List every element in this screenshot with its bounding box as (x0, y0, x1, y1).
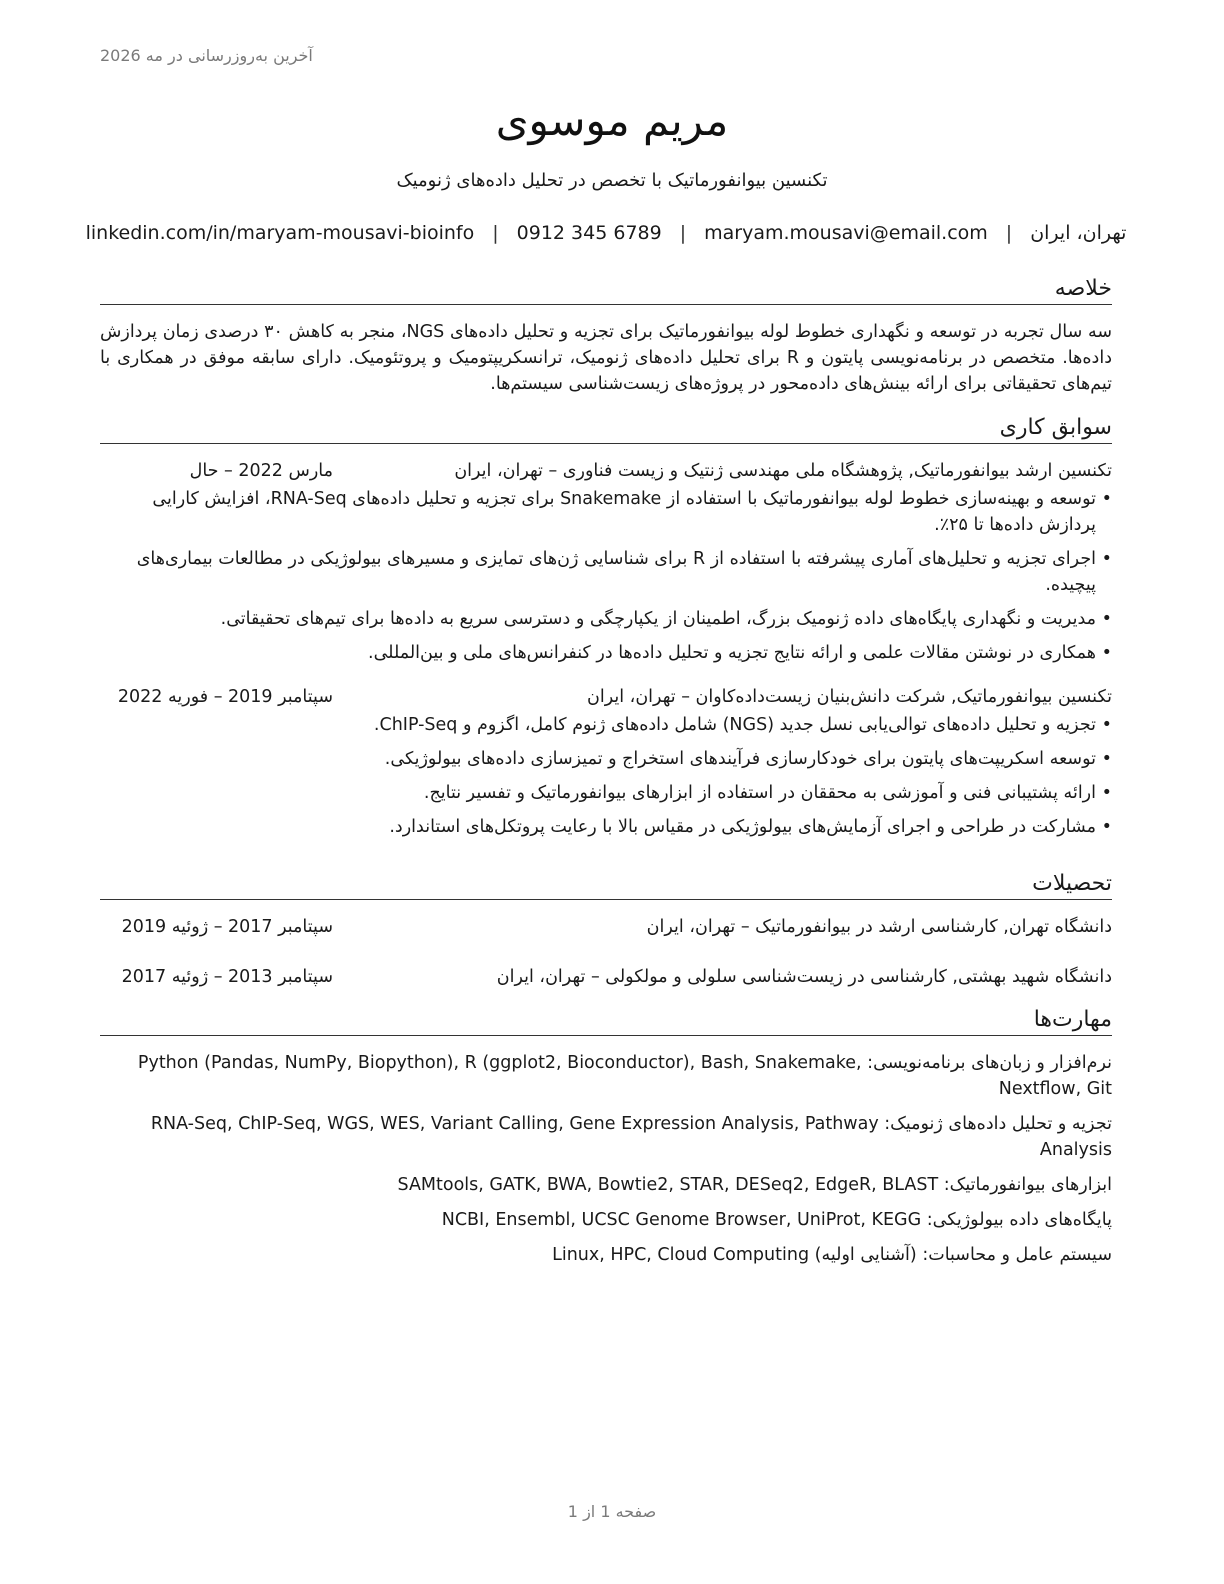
candidate-tagline: تکنسین بیوانفورماتیک با تخصص در تحلیل داده‌های ژنومیک (396, 170, 828, 191)
job-bullet: • اجرای تجزیه و تحلیل‌های آماری پیشرفته با استفاده از R برای شناسایی ژن‌های تمایزی و مسیرهای بیولوژیکی در مطالعات بیماری‌های پیچیده. (100, 546, 1112, 598)
section-heading-experience: سوابق کاری (100, 415, 1112, 444)
skill-label: ابزارهای بیوانفورماتیک: (943, 1175, 1112, 1195)
skill-row (100, 1172, 1112, 1198)
job-title: تکنسین ارشد بیوانفورماتیک, پژوهشگاه ملی مهندسی ژنتیک و زیست فناوری – تهران، ایران (454, 461, 1112, 481)
job-header (100, 458, 1112, 484)
job-spacer (333, 684, 587, 710)
job-title: تکنسین بیوانفورماتیک, شرکت دانش‌بنیان زیست‌داده‌کاوان – تهران، ایران (587, 687, 1112, 707)
summary-text: سه سال تجربه در توسعه و نگهداری خطوط لوله بیوانفورماتیک برای تجزیه و تحلیل داده‌های NGS، منجر به کاهش ۳۰ درصدی زمان پردازش داده‌ها. متخصص در برنامه‌نویسی پایتون و R برای تحلیل داده‌های ژنومیک، ترانسکریپتومیک و پروتئومیک. دارای سابقه موفق در همکاری با تیم‌های تحقیقاتی برای ارائه بینش‌های داده‌محور در پروژه‌های زیست‌شناسی سیستم‌ها. (100, 322, 1112, 394)
contact-linkedin[interactable]: linkedin.com/in/maryam-mousavi-bioinfo (85, 222, 475, 244)
skills-list (100, 1050, 1112, 1268)
section-heading-education: تحصیلات (100, 871, 1112, 900)
job-bullet: • ارائه پشتیبانی فنی و آموزشی به محققان در استفاده از ابزارهای بیوانفورماتیک و تفسیر نتایج. (100, 780, 1112, 806)
contact-separator: | (679, 222, 687, 244)
skill-value: Python (Pandas, NumPy, Biopython), R (ggplot2, Bioconductor), Bash, Snakemake, Nextflow, Git (137, 1053, 1112, 1099)
skill-label: سیستم عامل و محاسبات: (922, 1245, 1112, 1265)
job-spacer (333, 458, 454, 484)
job-bullets (100, 712, 1112, 840)
page-number: صفحه 1 از 1 (567, 1502, 657, 1521)
job-bullet: • مشارکت در طراحی و اجرای آزمایش‌های بیولوژیکی در مقیاس بالا با رعایت پروتکل‌های استاندارد. (100, 814, 1112, 840)
job-bullet: • همکاری در نوشتن مقالات علمی و ارائه نتایج تجزیه و تحلیل داده‌ها در کنفرانس‌های ملی و بین‌المللی. (100, 640, 1112, 666)
education-degree: دانشگاه شهید بهشتی, کارشناسی در زیست‌شناسی سلولی و مولکولی – تهران، ایران (496, 967, 1112, 987)
skill-value: NCBI, Ensembl, UCSC Genome Browser, UniProt, KEGG (441, 1210, 922, 1230)
skills-section (100, 1007, 1112, 1277)
job-bullet: • تجزیه و تحلیل داده‌های توالی‌یابی نسل جدید (NGS) شامل داده‌های ژنوم کامل، اگزوم و ChIP-Seq. (100, 712, 1112, 738)
candidate-name: مریم موسوی (495, 96, 729, 145)
job-header (100, 684, 1112, 710)
contact-email[interactable]: maryam.mousavi@email.com (704, 222, 988, 244)
skill-row (100, 1111, 1112, 1163)
education-dates: سپتامبر 2017 – ژوئیه 2019 (121, 917, 333, 937)
contact-separator: | (492, 222, 499, 244)
contact-phone[interactable]: 0912 345 6789 (516, 222, 662, 244)
skill-row (100, 1242, 1112, 1268)
skill-value: Linux, HPC, Cloud Computing (آشنایی اولیه) (552, 1245, 917, 1265)
contact-separator: | (1005, 222, 1013, 244)
skill-value: RNA-Seq, ChIP-Seq, WGS, WES, Variant Calling, Gene Expression Analysis, Pathway Analysis (150, 1114, 1112, 1160)
skill-label: تجزیه و تحلیل داده‌های ژنومیک: (884, 1114, 1112, 1134)
skill-value: SAMtools, GATK, BWA, Bowtie2, STAR, DESeq2, EdgeR, BLAST (397, 1175, 939, 1195)
job-bullet: • مدیریت و نگهداری پایگاه‌های داده ژنومیک بزرگ، اطمینان از یکپارچگی و دسترسی سریع به داده‌ها برای تیم‌های تحقیقاتی. (100, 606, 1112, 632)
skill-label: پایگاه‌های داده بیولوژیکی: (926, 1210, 1112, 1230)
job-entry (100, 458, 1112, 666)
education-entry (100, 964, 1112, 990)
job-entry (100, 684, 1112, 840)
experience-section (100, 415, 1112, 848)
contact-bar (85, 222, 1127, 244)
skill-label: نرم‌افزار و زبان‌های برنامه‌نویسی: (867, 1053, 1112, 1073)
job-dates: مارس 2022 – حال (189, 461, 333, 481)
section-heading-summary: خلاصه (100, 276, 1112, 305)
last-updated-note: آخرین به‌روزرسانی در مه 2026 (100, 46, 313, 65)
skill-row (100, 1207, 1112, 1233)
job-dates: سپتامبر 2019 – فوریه 2022 (117, 687, 333, 707)
summary-section (100, 276, 1112, 397)
job-bullet: • توسعه اسکریپت‌های پایتون برای خودکارسازی فرآیندهای استخراج و تمیزسازی داده‌های بیولوژیکی. (100, 746, 1112, 772)
skill-row (100, 1050, 1112, 1102)
education-section (100, 871, 1112, 990)
education-degree: دانشگاه تهران, کارشناسی ارشد در بیوانفورماتیک – تهران، ایران (646, 917, 1112, 937)
education-dates: سپتامبر 2013 – ژوئیه 2017 (121, 967, 333, 987)
contact-location: تهران، ایران (1030, 222, 1127, 244)
section-heading-skills: مهارت‌ها (100, 1007, 1112, 1036)
job-bullet: • توسعه و بهینه‌سازی خطوط لوله بیوانفورماتیک با استفاده از Snakemake برای تجزیه و تحلیل داده‌های RNA-Seq، افزایش کارایی پردازش داده‌ها تا ۲۵٪. (100, 486, 1112, 538)
education-entry (100, 914, 1112, 940)
job-bullets (100, 486, 1112, 666)
